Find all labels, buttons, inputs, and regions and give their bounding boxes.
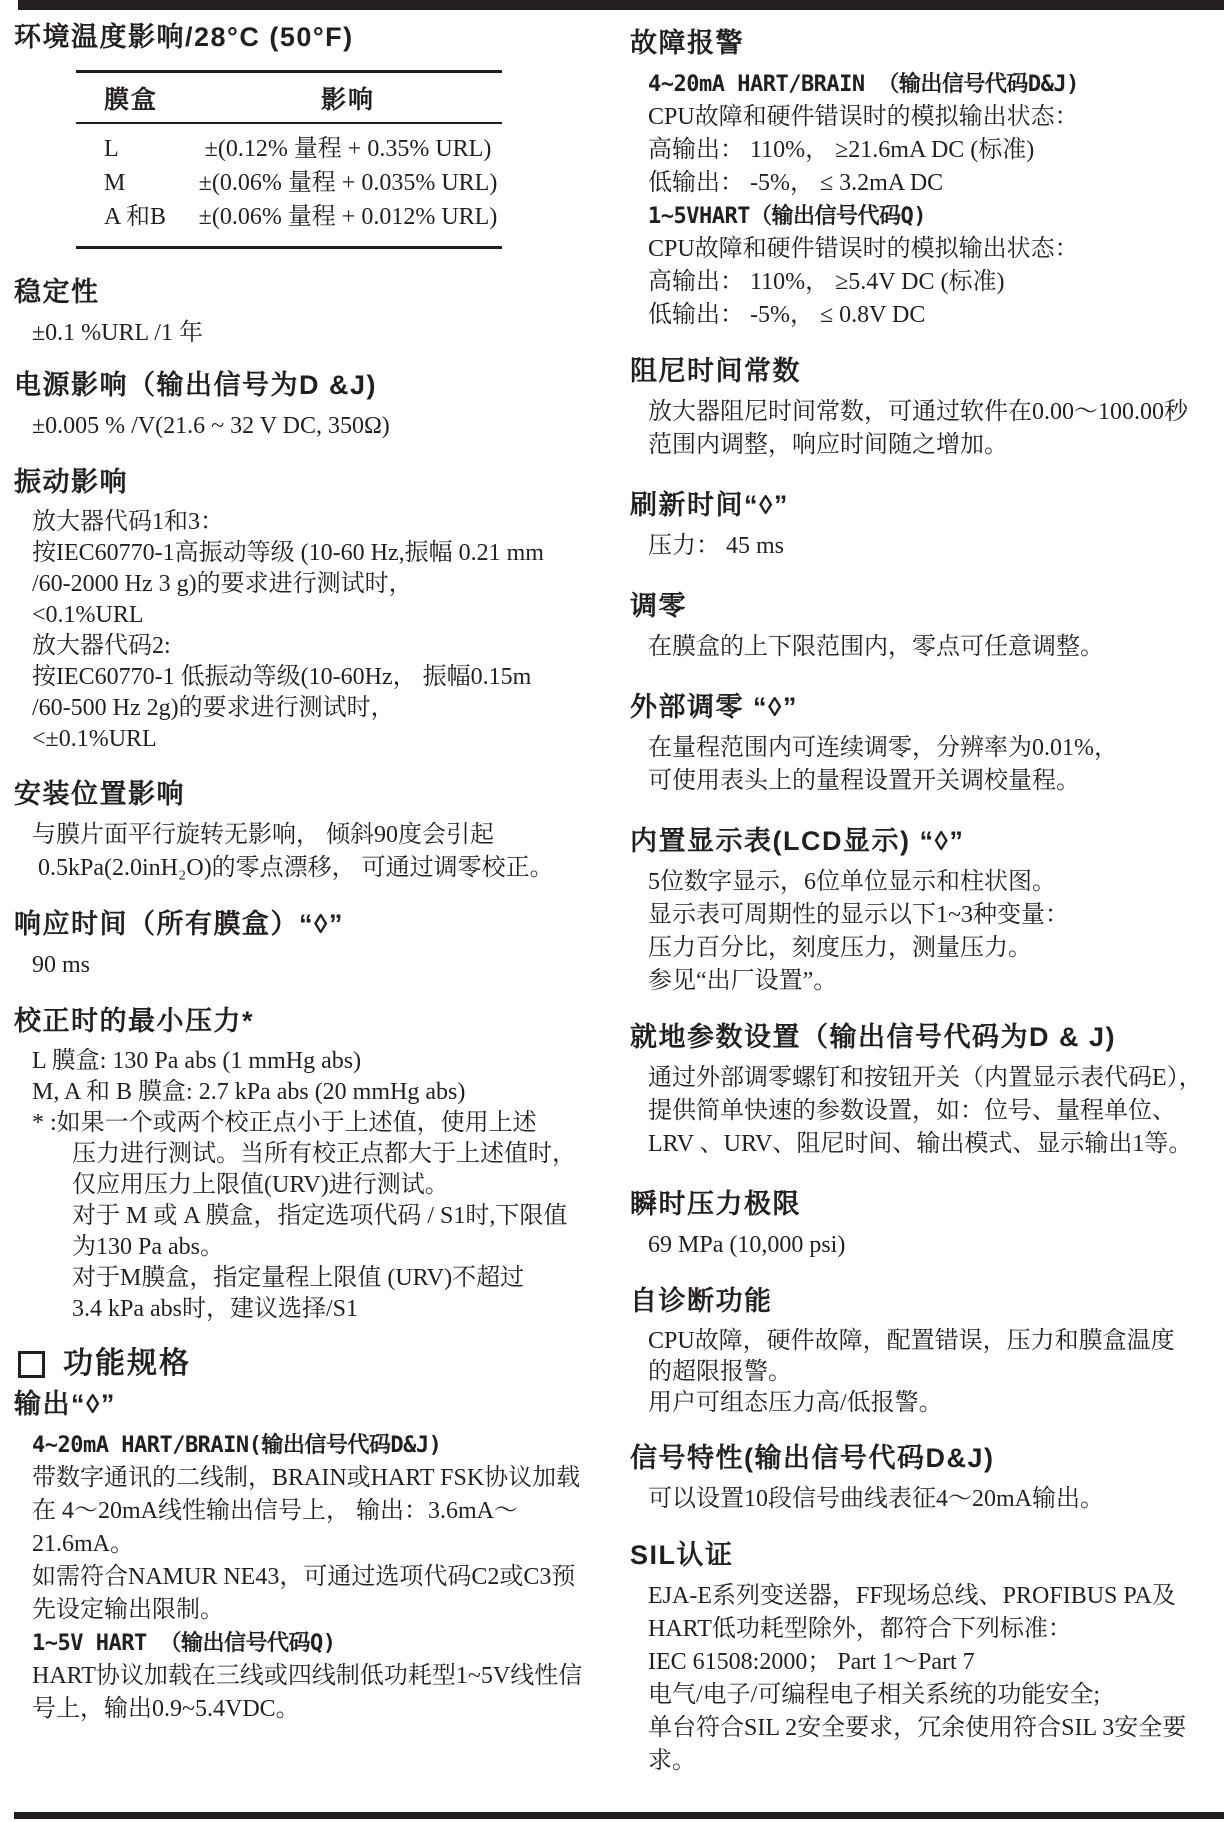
text-line: HART协议加载在三线或四线制低功耗型1~5V线性信 [32,1663,583,1689]
text-line: 为130 Pa abs。 [72,1234,224,1260]
text-line: 放大器代码2: [32,633,171,659]
text-line: 压力进行测试。当所有校正点都大于上述值时， [72,1141,576,1167]
text-line: 低输出： -5%， ≤ 0.8V DC [648,302,926,328]
right-column [630,26,1230,1778]
text-line: 如需符合NAMUR NE43，可通过选项代码C2或C3预 [32,1564,576,1590]
subheading-4-20ma-hart-brain: 4~20mA HART/BRAIN （输出信号代码D&J) [648,72,1079,97]
text-line: 范围内调整，响应时间随之增加。 [648,432,1008,458]
text-line: 压力： 45 ms [648,533,785,559]
section-heading-functional-spec [14,1345,610,1383]
section-heading-mounting: 安装位置影响 [14,779,185,809]
section-heading-output: 输出“◊” [14,1389,116,1419]
text-line: 的超限报警。 [648,1359,792,1385]
section-heading-update-time: 刷新时间“◊” [630,490,789,520]
text-line: M, A 和 B 膜盒: 2.7 kPa abs (20 mmHg abs) [32,1079,466,1105]
subheading-1-5v-hart: 1~5V HART （输出信号代码Q) [32,1631,336,1656]
text-line: 用户可组态压力高/低报警。 [648,1390,943,1416]
text-line: 仅应用压力上限值(URV)进行测试。 [72,1172,449,1198]
text-line: EJA-E系列变送器，FF现场总线、PROFIBUS PA及 [648,1583,1176,1609]
text-line: 可使用表头上的量程设置开关调校量程。 [648,768,1080,794]
text-line: 高输出： 110%， ≥5.4V DC (标准) [648,269,1005,295]
section-heading-zero-adjust: 调零 [630,591,687,621]
section-heading-sil: SIL认证 [630,1540,734,1570]
text-line: LRV 、URV、阻尼时间、输出模式、显示输出1等。 [648,1131,1193,1157]
section-heading-signal-char: 信号特性(输出信号代码D&J) [630,1443,995,1473]
text-line: HART低功耗型除外，都符合下列标准： [648,1616,1072,1642]
text-line: 通过外部调零螺钉和按钮开关（内置显示表代码E）， [648,1065,1203,1091]
text-line: 按IEC60770-1高振动等级 (10-60 Hz,振幅 0.21 mm [32,540,544,566]
text-line: 高输出： 110%， ≥21.6mA DC (标准) [648,137,1035,163]
text-line: 对于M膜盒，指定量程上限值 (URV)不超过 [72,1265,525,1291]
text-line: /60-2000 Hz 3 g)的要求进行测试时， [32,571,413,597]
text-line: 5位数字显示，6位单位显示和柱状图。 [648,869,1056,895]
text-line: 带数字通讯的二线制，BRAIN或HART FSK协议加载 [32,1465,581,1491]
text-line: 号上，输出0.9~5.4VDC。 [32,1696,300,1722]
table-cell: A 和B [104,204,167,230]
text-line: 对于 M 或 A 膜盒，指定选项代码 / S1时,下限值 [72,1203,568,1229]
table-header-effect: 影响 [320,86,375,114]
text-line: 参见“出厂设置”。 [648,968,838,994]
text-line: IEC 61508:2000； Part 1～Part 7 [648,1649,975,1675]
table-header-row [76,73,502,124]
section-heading-overpressure: 瞬时压力极限 [630,1189,801,1219]
text-line: 放大器代码1和3： [32,509,224,535]
table-row [76,132,502,166]
text-line: CPU故障和硬件错误时的模拟输出状态： [648,104,1079,130]
text-line: 3.4 kPa abs时，建议选择/S1 [72,1296,359,1322]
table-cell: ±(0.06% 量程 + 0.012% URL) [198,204,498,230]
text-line: * :如果一个或两个校正点小于上述值，使用上述 [32,1110,537,1136]
text-line: 69 MPa (10,000 psi) [648,1232,846,1258]
text-line: 先设定输出限制。 [32,1597,224,1623]
section-heading-stability: 稳定性 [14,277,100,307]
bottom-rule [14,1812,1224,1819]
subheading-1-5v-hart: 1~5VHART（输出信号代码Q) [648,204,926,229]
table-row [76,166,502,200]
text-line: 在膜盒的上下限范围内，零点可任意调整。 [648,634,1104,660]
text-line: 90 ms [32,952,91,978]
text-line: CPU故障和硬件错误时的模拟输出状态： [648,236,1079,262]
section-heading-power: 电源影响（输出信号为D &J) [14,370,378,400]
ambient-temp-table [76,70,502,249]
text-line: /60-500 Hz 2g)的要求进行测试时， [32,695,395,721]
text-line: 放大器阻尼时间常数，可通过软件在0.00～100.00秒 [648,399,1188,425]
subheading-4-20ma-hart-brain: 4~20mA HART/BRAIN(输出信号代码D&J) [32,1433,442,1458]
table-row [76,200,502,234]
table-cell: ±(0.12% 量程 + 0.35% URL) [204,136,492,162]
text-line: L 膜盒: 130 Pa abs (1 mmHg abs) [32,1048,362,1074]
section-heading-vibration: 振动影响 [14,467,128,497]
text-line: 提供简单快速的参数设置，如：位号、量程单位、 [648,1098,1176,1124]
table-cell: ±(0.06% 量程 + 0.035% URL) [198,170,498,196]
section-heading-response-time: 响应时间（所有膜盒）“◊” [14,909,344,939]
checkbox-square-icon [18,1351,45,1378]
section-heading-min-cal-pressure: 校正时的最小压力* [14,1006,255,1036]
text-line: 电气/电子/可编程电子相关系统的功能安全; [648,1682,1101,1708]
functional-spec-label: 功能规格 [63,1347,191,1380]
table-header-capsule: 膜盒 [104,86,159,114]
text-line: 低输出： -5%， ≤ 3.2mA DC [648,170,944,196]
section-heading-failure-alarm: 故障报警 [630,28,744,58]
text-line: 单台符合SIL 2安全要求，冗余使用符合SIL 3安全要求。 [648,1715,1187,1774]
text-line: 压力百分比，刻度压力，测量压力。 [648,935,1032,961]
text-line: 显示表可周期性的显示以下1~3种变量： [648,902,1069,928]
section-heading-self-diag: 自诊断功能 [630,1286,773,1316]
text-line: 按IEC60770-1 低振动等级(10-60Hz， 振幅0.15m [32,664,532,690]
text-line: 可以设置10段信号曲线表征4～20mA输出。 [648,1486,1104,1512]
top-rule [18,0,1224,10]
section-heading-ambient-temp: 环境温度影响/28°C (50°F) [14,22,354,52]
text-line: ±0.1 %URL /1 年 [32,320,203,346]
section-heading-lcd-display: 内置显示表(LCD显示) “◊” [630,826,965,856]
text-line: CPU故障，硬件故障，配置错误，压力和膜盒温度 [648,1328,1175,1354]
text-line: 在量程范围内可连续调零，分辨率为0.01%， [648,735,1118,761]
section-heading-external-zero: 外部调零 “◊” [630,692,798,722]
text-line: 0.5kPa(2.0inH₂O)的零点漂移， 可通过调零校正。 [38,855,554,881]
table-cell: L [104,136,119,162]
left-column [14,20,610,1726]
section-heading-local-param: 就地参数设置（输出信号代码为D & J) [630,1022,1117,1052]
section-heading-damping: 阻尼时间常数 [630,356,801,386]
text-line: ±0.005 % /V(21.6 ~ 32 V DC, 350Ω) [32,413,390,439]
table-cell: M [104,170,126,196]
table-body [76,124,502,246]
text-line: 在 4～20mA线性输出信号上， 输出：3.6mA～21.6mA。 [32,1498,518,1557]
text-line: <0.1%URL [32,602,144,628]
text-line: <±0.1%URL [32,726,157,752]
text-line: 与膜片面平行旋转无影响， 倾斜90度会引起 [32,822,494,848]
